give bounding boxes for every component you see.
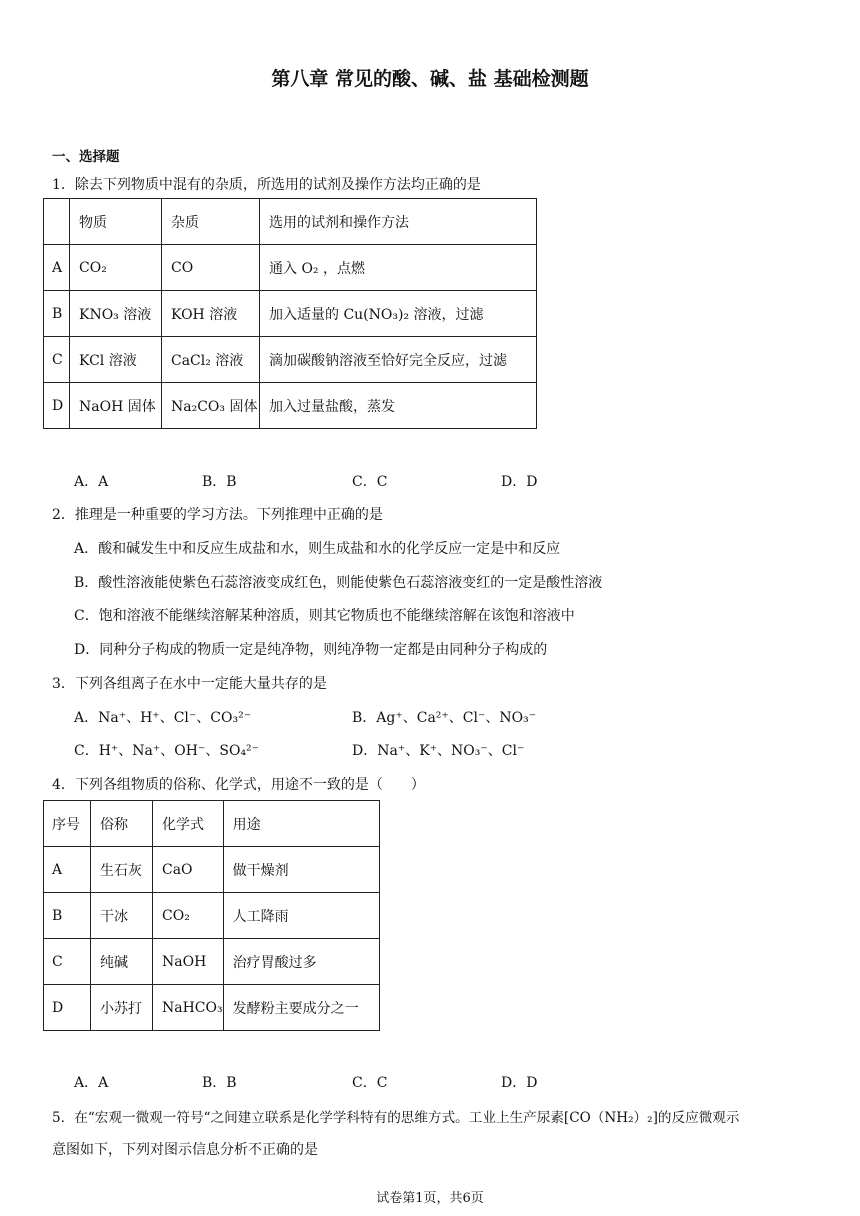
table-row xyxy=(44,291,537,337)
table-header-row xyxy=(44,801,380,847)
option-d[interactable]: D．Na⁺、K⁺、NO₃⁻、Cl⁻ xyxy=(352,743,525,759)
table-cell: 选用的试剂和操作方法 xyxy=(260,199,537,245)
table-cell: D xyxy=(44,985,91,1031)
option-a[interactable]: A．A xyxy=(74,1075,109,1091)
table-cell: 序号 xyxy=(44,801,91,847)
option-a[interactable]: A．酸和碱发生中和反应生成盐和水，则生成盐和水的化学反应一定是中和反应 xyxy=(74,541,561,557)
table-cell: B xyxy=(44,893,91,939)
table-cell: CaO xyxy=(153,847,224,893)
option-b[interactable]: B．酸性溶液能使紫色石蕊溶液变成红色，则能使紫色石蕊溶液变红的一定是酸性溶液 xyxy=(74,575,603,591)
table-cell: Na₂CO₃ 固体 xyxy=(162,383,260,429)
table-cell: 纯碱 xyxy=(91,939,153,985)
table-cell: 人工降雨 xyxy=(223,893,379,939)
table-cell: 干冰 xyxy=(91,893,153,939)
table-row xyxy=(44,939,380,985)
table-cell: C xyxy=(44,939,91,985)
table-cell: 治疗胃酸过多 xyxy=(223,939,379,985)
table-cell: CaCl₂ 溶液 xyxy=(162,337,260,383)
question-4-stem: 4．下列各组物质的俗称、化学式，用途不一致的是（ ） xyxy=(52,777,425,793)
table-cell: KCl 溶液 xyxy=(70,337,162,383)
table-header-row xyxy=(44,199,537,245)
table-cell: 化学式 xyxy=(153,801,224,847)
table-cell: 滴加碳酸钠溶液至恰好完全反应，过滤 xyxy=(260,337,537,383)
table-row xyxy=(44,985,380,1031)
table-cell: 生石灰 xyxy=(91,847,153,893)
table-cell: C xyxy=(44,337,70,383)
table-cell: 物质 xyxy=(70,199,162,245)
question-4-table xyxy=(43,800,380,1031)
table-cell: A xyxy=(44,245,70,291)
option-b[interactable]: B．B xyxy=(202,474,237,490)
table-cell: CO xyxy=(162,245,260,291)
table-cell: CO₂ xyxy=(153,893,224,939)
option-d[interactable]: D．D xyxy=(501,474,538,490)
table-cell: 俗称 xyxy=(91,801,153,847)
table-cell: KNO₃ 溶液 xyxy=(70,291,162,337)
option-b[interactable]: B．Ag⁺、Ca²⁺、Cl⁻、NO₃⁻ xyxy=(352,710,537,726)
page-title: 第八章 常见的酸、碱、盐 基础检测题 xyxy=(271,68,589,90)
question-1-table xyxy=(43,198,537,429)
table-cell: 小苏打 xyxy=(91,985,153,1031)
option-c[interactable]: C．H⁺、Na⁺、OH⁻、SO₄²⁻ xyxy=(74,743,260,759)
table-cell: 加入适量的 Cu(NO₃)₂ 溶液，过滤 xyxy=(260,291,537,337)
option-b[interactable]: B．B xyxy=(202,1075,237,1091)
table-cell: CO₂ xyxy=(70,245,162,291)
question-1-stem: 1．除去下列物质中混有的杂质，所选用的试剂及操作方法均正确的是 xyxy=(52,177,481,193)
page-footer: 试卷第1页，共6页 xyxy=(376,1191,484,1206)
question-5-stem-line-1: 5．在“宏观一微观一符号“之间建立联系是化学学科特有的思维方式。工业上生产尿素[CO（NH₂）₂]的反应微观示 xyxy=(52,1110,740,1126)
question-2-stem: 2．推理是一种重要的学习方法。下列推理中正确的是 xyxy=(52,507,383,523)
table-cell: 加入过量盐酸，蒸发 xyxy=(260,383,537,429)
option-d[interactable]: D．同种分子构成的物质一定是纯净物，则纯净物一定都是由同种分子构成的 xyxy=(74,642,548,658)
table-cell: 发酵粉主要成分之一 xyxy=(223,985,379,1031)
table-row xyxy=(44,383,537,429)
table-row xyxy=(44,847,380,893)
table-row xyxy=(44,893,380,939)
table-cell: D xyxy=(44,383,70,429)
table-cell: 做干燥剂 xyxy=(223,847,379,893)
question-3-stem: 3．下列各组离子在水中一定能大量共存的是 xyxy=(52,676,327,692)
table-cell: NaOH 固体 xyxy=(70,383,162,429)
table-cell: 通入 O₂ ，点燃 xyxy=(260,245,537,291)
table-row xyxy=(44,245,537,291)
table-cell: NaHCO₃ xyxy=(153,985,224,1031)
section-heading: 一、选择题 xyxy=(52,149,120,165)
table-cell: 用途 xyxy=(223,801,379,847)
table-row xyxy=(44,337,537,383)
option-c[interactable]: C．饱和溶液不能继续溶解某种溶质，则其它物质也不能继续溶解在该饱和溶液中 xyxy=(74,608,575,624)
table-cell: NaOH xyxy=(153,939,224,985)
table-cell: KOH 溶液 xyxy=(162,291,260,337)
table-cell: A xyxy=(44,847,91,893)
option-c[interactable]: C．C xyxy=(352,474,388,490)
table-cell xyxy=(44,199,70,245)
question-5-stem-line-2: 意图如下，下列对图示信息分析不正确的是 xyxy=(52,1142,318,1158)
option-a[interactable]: A．A xyxy=(74,474,109,490)
table-cell: 杂质 xyxy=(162,199,260,245)
option-c[interactable]: C．C xyxy=(352,1075,388,1091)
table-cell: B xyxy=(44,291,70,337)
option-d[interactable]: D．D xyxy=(501,1075,538,1091)
option-a[interactable]: A．Na⁺、H⁺、Cl⁻、CO₃²⁻ xyxy=(74,710,252,726)
